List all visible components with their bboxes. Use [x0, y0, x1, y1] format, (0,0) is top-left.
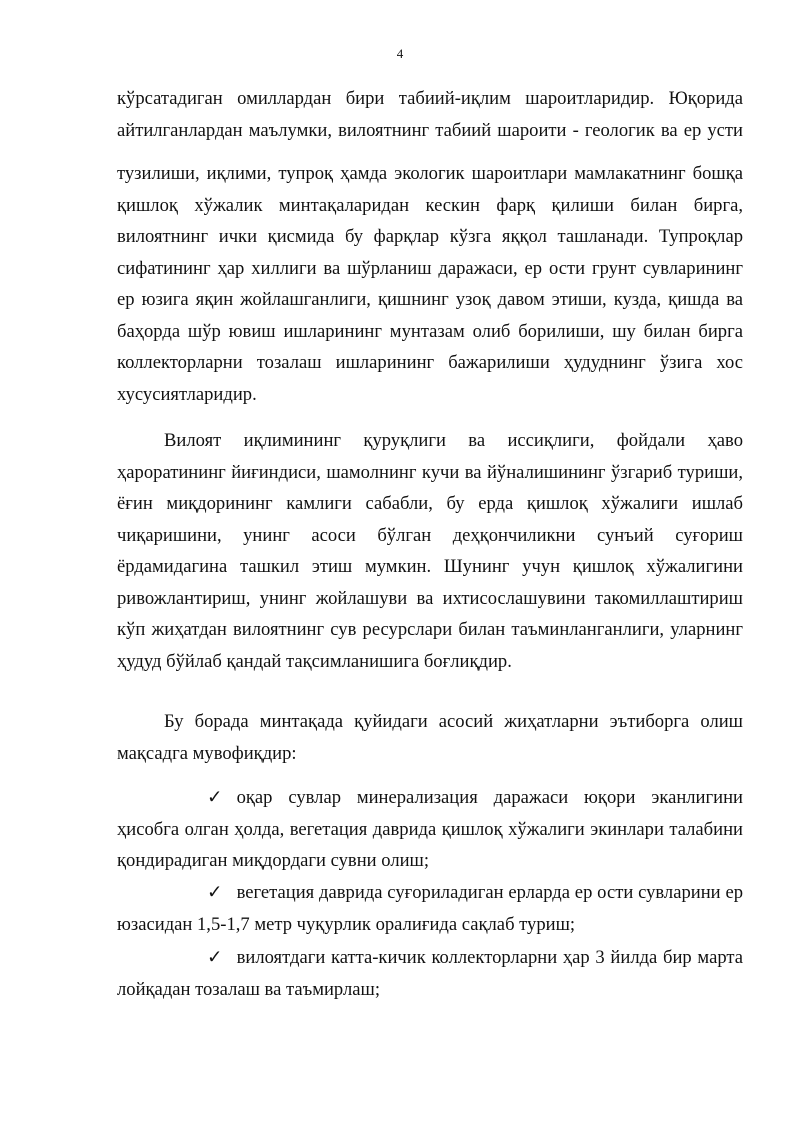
checkmark-icon: ✓: [207, 787, 223, 808]
paragraph-climate-irrigation: Вилоят иқлимининг қуруқлиги ва иссиқлиги, фойдали ҳаво ҳароратининг йиғиндиси, шамолнинг кучи ва йўналишининг ўзгариб туриши, ёғин миқдорининг камлиги сабабли, бу ерда қишлоқ хўжалиги ишлаб чиқаришини, унинг асоси бўлган деҳқончиликни сунъий суғориш ёрдамидагина ташкил этиш мумкин. Шунинг учун қишлоқ хўжалигини ривожлантириш, унинг жойлашуви ва ихтисослашувини такомиллаштириш кўп жиҳатдан вилоятнинг сув ресурслари билан таъминланганлиги, уларнинг ҳудуд бўйлаб қандай тақсимланишига боғлиқдир.: [117, 430, 743, 672]
paragraph-regional-features: тузилиши, иқлими, тупроқ ҳамда экологик шароитлари мамлакатнинг бошқа қишлоқ хўжалик минтақаларидан кескин фарқ қилиши билан бирга, вилоятнинг ички қисмида бу фарқлар кўзга яққол ташланади. Тупроқлар сифатининг ҳар хиллиги ва шўрланиш даражаси, ер ости грунт сувларининг ер юзига яқин жойлашганлиги, қишнинг узоқ давом этиши, кузда, қишда ва баҳорда шўр ювиш ишларининг мунтазам олиб борилиши, шу билан бирга коллекторларни тозалаш ишларининг бажарилиши ҳудуднинг ўзига хос хусусиятларидир.: [117, 163, 743, 405]
bullet-text: вегетация даврида суғориладиган ерларда ер ости сувларини ер юзасидан 1,5-1,7 метр чуқурлик оралиғида сақлаб туриш;: [117, 882, 743, 935]
bullet-text: вилоятдаги катта-кичик коллекторларни ҳар 3 йилда бир марта лойқадан тозалаш ва таъмирлаш;: [117, 947, 743, 1000]
bullet-item: [117, 877, 743, 940]
paragraph-continuation: кўрсатадиган омиллардан бири табиий-иқлим шароитларидир. Юқорида айтилганлардан маълумки, вилоятнинг табиий шароити - геологик ва ер усти: [117, 88, 743, 141]
bullet-item: [117, 942, 743, 1005]
checkmark-icon: ✓: [207, 882, 223, 903]
bullet-item: [117, 782, 743, 877]
bullet-text: оқар сувлар минерализация даражаси юқори эканлигини ҳисобга олган ҳолда, вегетация даврида қишлоқ хўжалиги экинлари талабини қондирадиган миқдордаги сувни олиш;: [117, 787, 743, 871]
checkmark-icon: ✓: [207, 947, 223, 968]
page-number: 4: [396, 46, 404, 61]
paragraph-key-aspects-intro: Бу борада минтақада қуйидаги асосий жиҳатларни эътиборга олиш мақсадга мувофиқдир:: [117, 711, 743, 764]
